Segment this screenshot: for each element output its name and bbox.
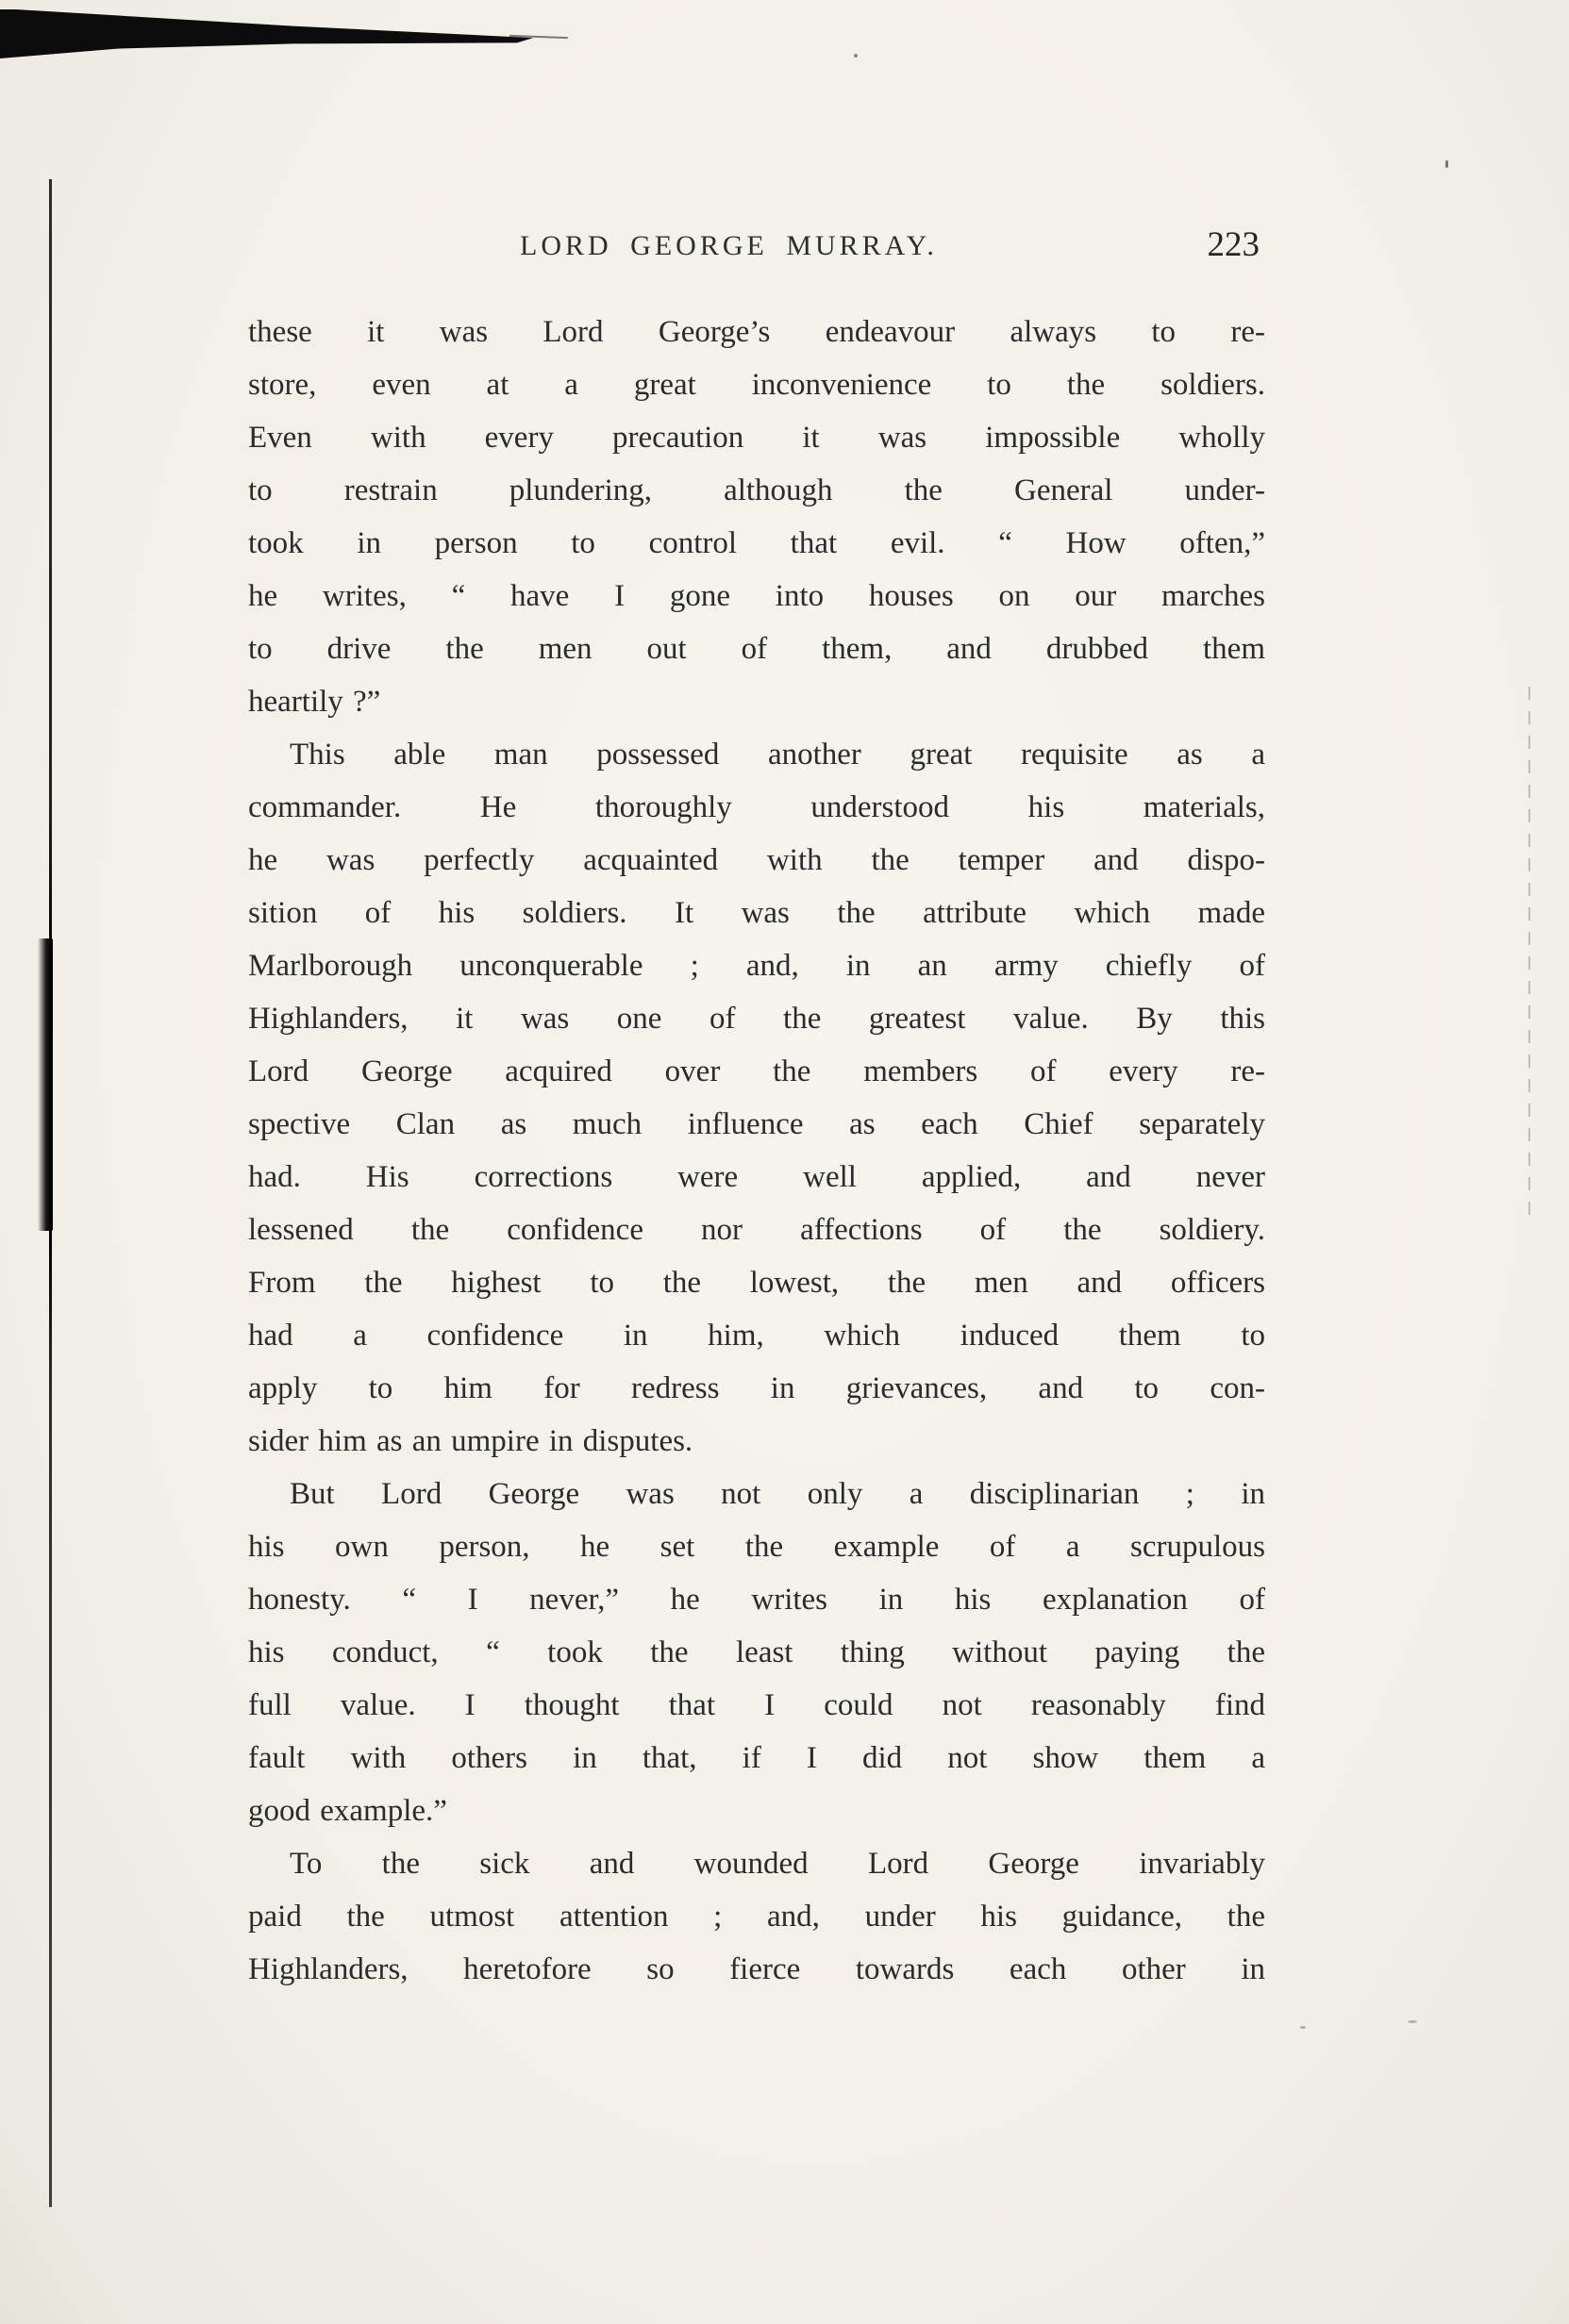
text-line: his conduct, “ took the least thing without paying the xyxy=(248,1635,1265,1669)
text-line: heartily ?” xyxy=(248,685,381,719)
running-title: LORD GEORGE MURRAY. xyxy=(520,230,938,261)
text-line: lessened the confidence nor affections of the soldiery. xyxy=(248,1213,1265,1247)
text-line: Even with every precaution it was impossible wholly xyxy=(248,421,1265,455)
text-line: full value. I thought that I could not reasonably find xyxy=(248,1688,1265,1722)
scan-line-right xyxy=(1528,687,1530,1220)
text-line: sider him as an umpire in disputes. xyxy=(248,1424,693,1458)
binding-shadow-left xyxy=(38,938,53,1231)
text-line: he writes, “ have I gone into houses on our marches xyxy=(248,579,1265,613)
text-line: This able man possessed another great requisite as a xyxy=(290,738,1265,772)
text-line: had a confidence in him, which induced them to xyxy=(248,1319,1265,1353)
text-line: Highlanders, heretofore so fierce towards each other in xyxy=(248,1952,1265,1986)
text-line: these it was Lord George’s endeavour always to re- xyxy=(248,315,1265,349)
text-line: From the highest to the lowest, the men and officers xyxy=(248,1266,1265,1300)
text-line: Lord George acquired over the members of every re- xyxy=(248,1054,1265,1088)
page-header xyxy=(248,224,1265,270)
text-line: fault with others in that, if I did not show them a xyxy=(248,1741,1265,1775)
paragraph-3 xyxy=(248,1468,1265,1837)
text-line: took in person to control that evil. “ How often,” xyxy=(248,526,1265,560)
paragraph-1 xyxy=(248,306,1265,728)
body-text xyxy=(248,306,1265,1996)
text-line: Highlanders, it was one of the greatest value. By this xyxy=(248,1002,1265,1036)
text-line: his own person, he set the example of a scrupulous xyxy=(248,1530,1265,1564)
text-line: store, even at a great inconvenience to the soldiers. xyxy=(248,368,1265,402)
page-number: 223 xyxy=(1207,225,1260,264)
scan-speck xyxy=(1300,2026,1306,2029)
paragraph-4 xyxy=(248,1837,1265,1996)
text-line: apply to him for redress in grievances, and to con- xyxy=(248,1371,1265,1405)
text-line: But Lord George was not only a disciplinarian ; in xyxy=(290,1477,1265,1511)
text-line: honesty. “ I never,” he writes in his explanation of xyxy=(248,1583,1265,1617)
paragraph-2 xyxy=(248,728,1265,1468)
text-line: commander. He thoroughly understood his materials, xyxy=(248,790,1265,824)
text-line: good example.” xyxy=(248,1794,447,1828)
text-line: to drive the men out of them, and drubbed them xyxy=(248,632,1265,666)
text-line: spective Clan as much influence as each Chief separately xyxy=(248,1107,1265,1141)
scan-speck xyxy=(854,54,858,58)
text-line: to restrain plundering, although the General under- xyxy=(248,473,1265,507)
text-line: To the sick and wounded Lord George invariably xyxy=(290,1847,1265,1881)
text-line: had. His corrections were well applied, and never xyxy=(248,1160,1265,1194)
text-line: sition of his soldiers. It was the attribute which made xyxy=(248,896,1265,930)
text-line: Marlborough unconquerable ; and, in an army chiefly of xyxy=(248,949,1265,983)
text-line: paid the utmost attention ; and, under his guidance, the xyxy=(248,1900,1265,1934)
scan-speck xyxy=(1445,160,1448,168)
text-line: he was perfectly acquainted with the temper and dispo- xyxy=(248,843,1265,877)
scan-speck xyxy=(1408,2020,1417,2023)
